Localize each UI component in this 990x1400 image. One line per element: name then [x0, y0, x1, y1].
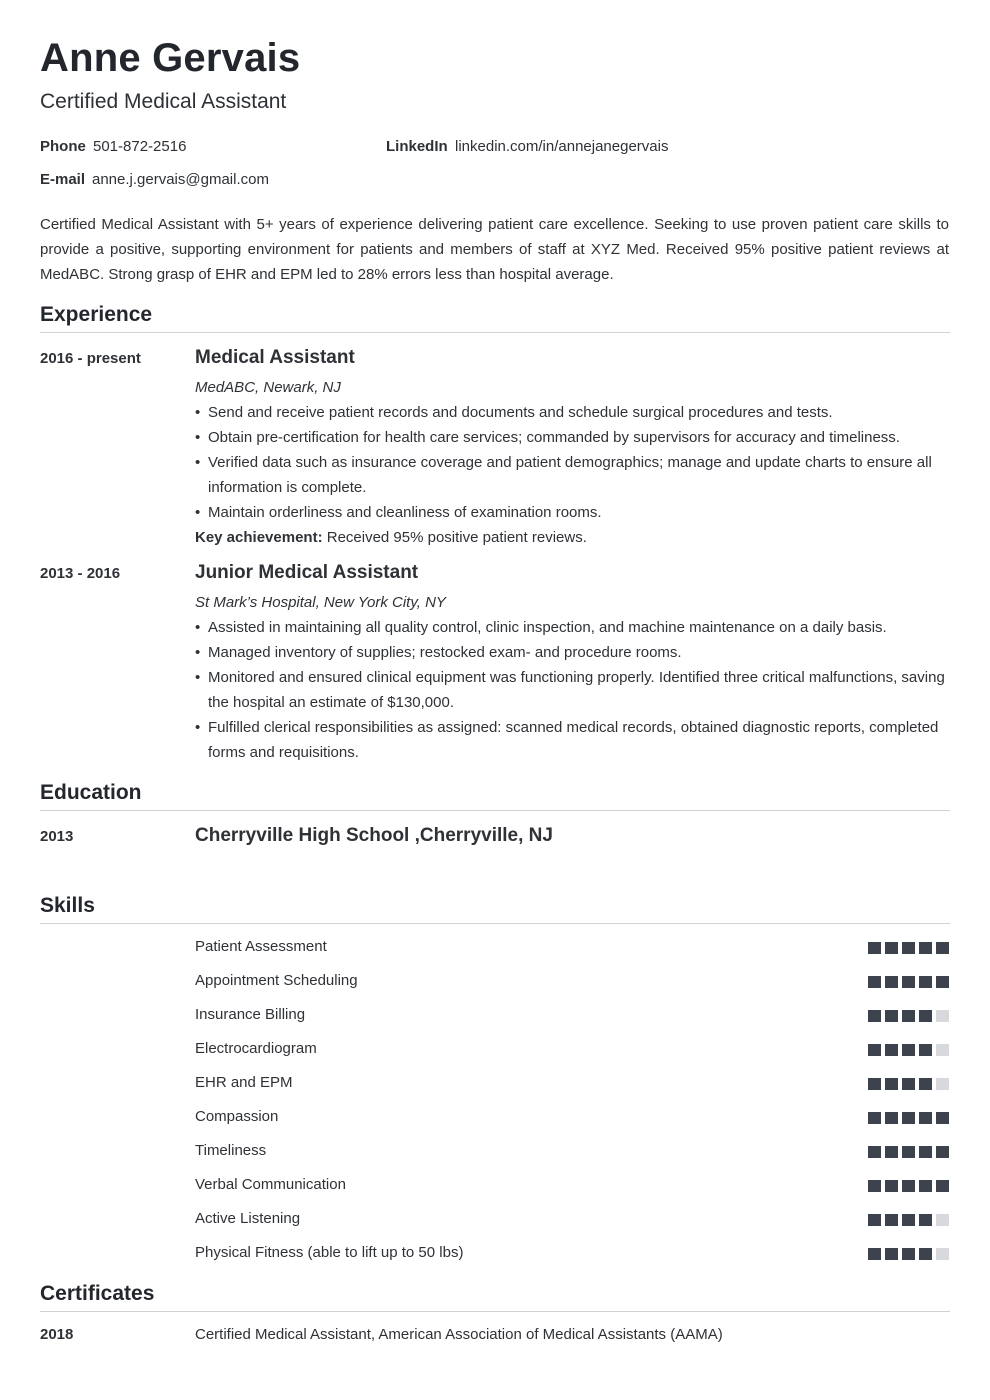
certificate-name: Certified Medical Assistant, American Association of Medical Assistants (AAMA) — [195, 1326, 723, 1343]
rating-dot-filled — [902, 1112, 915, 1124]
candidate-name: Anne Gervais — [40, 36, 301, 80]
rating-dot-filled — [902, 942, 915, 954]
rating-dot-filled — [936, 1180, 949, 1192]
rating-dot-filled — [919, 1248, 932, 1260]
experience-heading: Experience — [40, 303, 153, 326]
rating-dot-filled — [885, 1112, 898, 1124]
rating-dot-filled — [885, 976, 898, 988]
rating-dot-filled — [936, 1112, 949, 1124]
rating-dot-filled — [885, 942, 898, 954]
rating-dot-empty — [936, 1044, 949, 1056]
rating-dot-filled — [885, 1044, 898, 1056]
job-date: 2016 - present — [40, 350, 141, 367]
skill-rating — [868, 1214, 949, 1226]
job-bullet: • Monitored and ensured clinical equipment was functioning properly. Identified three critical malfunctions, saving the hospital an estimate of $130,000. — [195, 665, 950, 715]
job-bullets — [195, 615, 950, 765]
rating-dot-filled — [919, 1010, 932, 1022]
rating-dot-filled — [868, 1010, 881, 1022]
job-title: Medical Assistant — [195, 347, 355, 368]
rating-dot-filled — [902, 1214, 915, 1226]
skill-name: Active Listening — [195, 1210, 301, 1227]
professional-summary: Certified Medical Assistant with 5+ years of experience delivering patient care excellence. Seeking to use proven patient care skills to provide a positive, supporting environment for patients and members of staff at XYZ Med. Received 95% positive patient reviews at MedABC. Strong grasp of EHR and EPM led to 28% errors less than hospital average. — [40, 216, 949, 283]
rating-dot-filled — [902, 1180, 915, 1192]
job-title: Junior Medical Assistant — [195, 562, 419, 583]
job-company: MedABC, Newark, NJ — [195, 379, 341, 396]
rating-dot-filled — [868, 1044, 881, 1056]
email-link[interactable]: anne.j.gervais@gmail.com — [92, 171, 269, 188]
rating-dot-filled — [868, 1146, 881, 1158]
rating-dot-filled — [919, 942, 932, 954]
candidate-title: Certified Medical Assistant — [40, 90, 287, 113]
skill-name: EHR and EPM — [195, 1074, 293, 1091]
job-bullet: • Verified data such as insurance coverage and patient demographics; manage and update charts to ensure all information is complete. — [195, 450, 950, 500]
rating-dot-filled — [868, 1112, 881, 1124]
job-bullet: • Managed inventory of supplies; restocked exam- and procedure rooms. — [195, 640, 950, 665]
job-company: St Mark’s Hospital, New York City, NY — [195, 594, 446, 611]
rating-dot-filled — [919, 1214, 932, 1226]
job-bullets — [195, 400, 950, 525]
skill-rating — [868, 1146, 949, 1158]
key-achievement — [195, 529, 587, 546]
job-bullet: • Maintain orderliness and cleanliness of examination rooms. — [195, 500, 950, 525]
rating-dot-empty — [936, 1078, 949, 1090]
rating-dot-filled — [919, 1078, 932, 1090]
education-divider — [40, 810, 950, 811]
skill-name: Verbal Communication — [195, 1176, 346, 1193]
skills-heading: Skills — [40, 894, 95, 917]
rating-dot-empty — [936, 1248, 949, 1260]
skill-rating — [868, 1010, 949, 1022]
rating-dot-filled — [868, 976, 881, 988]
rating-dot-empty — [936, 1010, 949, 1022]
certificates-divider — [40, 1311, 950, 1312]
job-bullet: • Assisted in maintaining all quality control, clinic inspection, and machine maintenance on a daily basis. — [195, 615, 950, 640]
rating-dot-filled — [936, 942, 949, 954]
skill-name: Insurance Billing — [195, 1006, 306, 1023]
skill-name: Physical Fitness (able to lift up to 50 lbs) — [195, 1244, 464, 1261]
rating-dot-filled — [885, 1180, 898, 1192]
skill-rating — [868, 1078, 949, 1090]
experience-divider — [40, 332, 950, 333]
skills-divider — [40, 923, 950, 924]
education-heading: Education — [40, 781, 142, 804]
skill-rating — [868, 1044, 949, 1056]
skill-name: Timeliness — [195, 1142, 267, 1159]
phone-value: 501-872-2516 — [93, 138, 187, 155]
linkedin-label: LinkedIn — [386, 138, 448, 155]
rating-dot-filled — [902, 1248, 915, 1260]
skill-rating — [868, 1180, 949, 1192]
rating-dot-filled — [902, 1078, 915, 1090]
phone-label: Phone — [40, 138, 86, 155]
rating-dot-filled — [902, 1010, 915, 1022]
rating-dot-filled — [868, 1214, 881, 1226]
rating-dot-filled — [919, 1146, 932, 1158]
rating-dot-filled — [902, 1044, 915, 1056]
skill-rating — [868, 1112, 949, 1124]
rating-dot-filled — [868, 1248, 881, 1260]
rating-dot-filled — [885, 1146, 898, 1158]
certificates-heading: Certificates — [40, 1282, 155, 1305]
key-achievement-label: Key achievement: — [195, 529, 323, 546]
rating-dot-filled — [902, 976, 915, 988]
certificate-date: 2018 — [40, 1326, 74, 1343]
rating-dot-filled — [919, 1044, 932, 1056]
job-date: 2013 - 2016 — [40, 565, 121, 582]
rating-dot-filled — [919, 1112, 932, 1124]
rating-dot-filled — [885, 1010, 898, 1022]
job-bullet: • Send and receive patient records and documents and schedule surgical procedures and tests. — [195, 400, 950, 425]
rating-dot-filled — [919, 1180, 932, 1192]
rating-dot-filled — [868, 942, 881, 954]
skill-name: Electrocardiogram — [195, 1040, 317, 1057]
job-bullet: • Fulfilled clerical responsibilities as assigned: scanned medical records, obtained diagnostic reports, completed forms and requisitions. — [195, 715, 950, 765]
rating-dot-empty — [936, 1214, 949, 1226]
linkedin-link[interactable]: linkedin.com/in/annejanegervais — [455, 138, 669, 155]
skill-name: Patient Assessment — [195, 938, 327, 955]
education-date: 2013 — [40, 828, 74, 845]
rating-dot-filled — [902, 1146, 915, 1158]
rating-dot-filled — [885, 1078, 898, 1090]
rating-dot-filled — [868, 1180, 881, 1192]
skill-name: Compassion — [195, 1108, 279, 1125]
rating-dot-filled — [936, 976, 949, 988]
job-bullet: • Obtain pre-certification for health care services; commanded by supervisors for accuracy and timeliness. — [195, 425, 950, 450]
skill-name: Appointment Scheduling — [195, 972, 358, 989]
email-label: E-mail — [40, 171, 86, 188]
rating-dot-filled — [919, 976, 932, 988]
key-achievement-text: Received 95% positive patient reviews. — [322, 529, 587, 546]
rating-dot-filled — [885, 1248, 898, 1260]
rating-dot-filled — [868, 1078, 881, 1090]
skill-rating — [868, 1248, 949, 1260]
rating-dot-filled — [936, 1146, 949, 1158]
rating-dot-filled — [885, 1214, 898, 1226]
education-school: Cherryville High School ,Cherryville, NJ — [195, 825, 553, 846]
skill-rating — [868, 942, 949, 954]
skill-rating — [868, 976, 949, 988]
